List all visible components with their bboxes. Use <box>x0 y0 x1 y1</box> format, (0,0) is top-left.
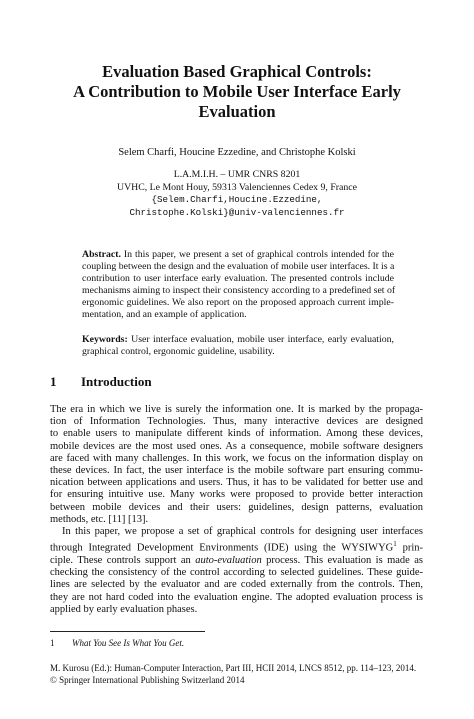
body-line: to enable users to manipulate different kinds of information. Among these devices, <box>50 428 423 440</box>
body-line: between mobile devices and their users: guidelines, design patterns, evaluation <box>50 501 423 513</box>
paper-title <box>40 62 434 122</box>
body-line <box>50 538 423 555</box>
body-line: The era in which we live is surely the information one. It is marked by the propaga- <box>50 404 423 415</box>
email-line: {Selem.Charfi,Houcine.Ezzedine, <box>151 194 323 205</box>
citation-line: M. Kurosu (Ed.): Human-Computer Interaction, Part III, HCII 2014, LNCS 8512, pp. 114–123, 2014. <box>50 663 417 673</box>
footnote-divider <box>50 631 205 632</box>
title-line: Evaluation <box>198 102 276 121</box>
body-text-span: ciple. These controls support an <box>50 554 196 566</box>
title-line: A Contribution to Mobile User Interface Early <box>73 82 401 101</box>
keywords-line: User interface evaluation, mobile user interface, early evaluation, <box>131 334 395 345</box>
affiliation <box>40 169 434 219</box>
body-text-span: prin- <box>396 542 423 554</box>
body-line: they are not hard coded into the evaluation engine. The adopted evaluation process is <box>50 591 423 603</box>
keywords-line: graphical control, ergonomic guideline, usability. <box>82 346 275 357</box>
body-line: nication between applications and users. Thus, it has to be validated for better use and <box>50 477 423 489</box>
body-line: In this paper, we propose a set of graphical controls for designing user interfaces <box>62 526 423 538</box>
body-line: are faced with many challenges. In this work, we focus on the information display on <box>50 452 423 464</box>
keywords-label: Keywords: <box>82 334 128 345</box>
citation <box>50 662 416 686</box>
body-line: mobile devices are the most used ones. As a consequence, mobile software designers <box>50 440 423 452</box>
copyright-line: © Springer International Publishing Switzerland 2014 <box>50 675 245 685</box>
abstract-line: ergonomic guidelines. We also report on the proposed approach current imple- <box>82 297 394 308</box>
abstract-line: coupling between the design and the evaluation of mobile user interfaces. It is a <box>82 261 395 272</box>
body-line: for ensuring intuitive use. Many works were proposed to provide better interaction <box>50 489 423 501</box>
body-line: methods, etc. [11] [13]. <box>50 513 149 525</box>
emphasis: auto-evaluation <box>195 554 262 566</box>
body-line: applied by early evaluation phases. <box>50 603 198 615</box>
footnote-marker: 1 <box>393 540 397 549</box>
body-line: these devices. In fact, the user interface is the mobile software part ensuring commu- <box>50 465 423 477</box>
body-line: tion of Information Technologies. Thus, many interactive devices are designed <box>50 416 423 428</box>
author-list: Selem Charfi, Houcine Ezzedine, and Christophe Kolski <box>118 147 356 158</box>
email-line: Christophe.Kolski}@univ-valenciennes.fr <box>129 206 345 218</box>
title-line: Evaluation Based Graphical Controls: <box>102 62 372 81</box>
body-line: lines are selected by the evaluator and are coded externally from the controls. Then, <box>50 579 423 591</box>
abstract-line: contribution to user interface early evaluation. The presented controls include <box>82 273 394 284</box>
footnote <box>50 638 184 649</box>
body-text-span: process. This evaluation is made as <box>261 554 423 566</box>
section-title: Introduction <box>81 374 152 389</box>
abstract-label: Abstract. <box>82 249 121 260</box>
abstract-line: mentation, and an example of application. <box>82 309 247 320</box>
body-text <box>50 404 423 616</box>
body-line <box>50 555 423 567</box>
lab-address: UVHC, Le Mont Houy, 59313 Valenciennes Cedex 9, France <box>117 181 357 193</box>
abstract <box>82 249 394 321</box>
abstract-line: In this paper, we present a set of graphical controls intended for the <box>123 249 394 260</box>
keywords <box>82 334 394 358</box>
lab-name: L.A.M.I.H. – UMR CNRS 8201 <box>173 169 301 180</box>
body-line: checking the consistency of the control according to selected guidelines. These guide- <box>50 567 423 579</box>
section-heading <box>50 374 152 390</box>
footnote-text: What You See Is What You Get. <box>72 638 185 648</box>
section-number: 1 <box>50 374 57 389</box>
footnote-number: 1 <box>50 638 55 648</box>
body-text-span: through Integrated Development Environments (IDE) using the WYSIWYG <box>50 542 394 554</box>
abstract-line: mechanisms aiming to inspect their consistency according to a predefined set of <box>82 285 396 296</box>
